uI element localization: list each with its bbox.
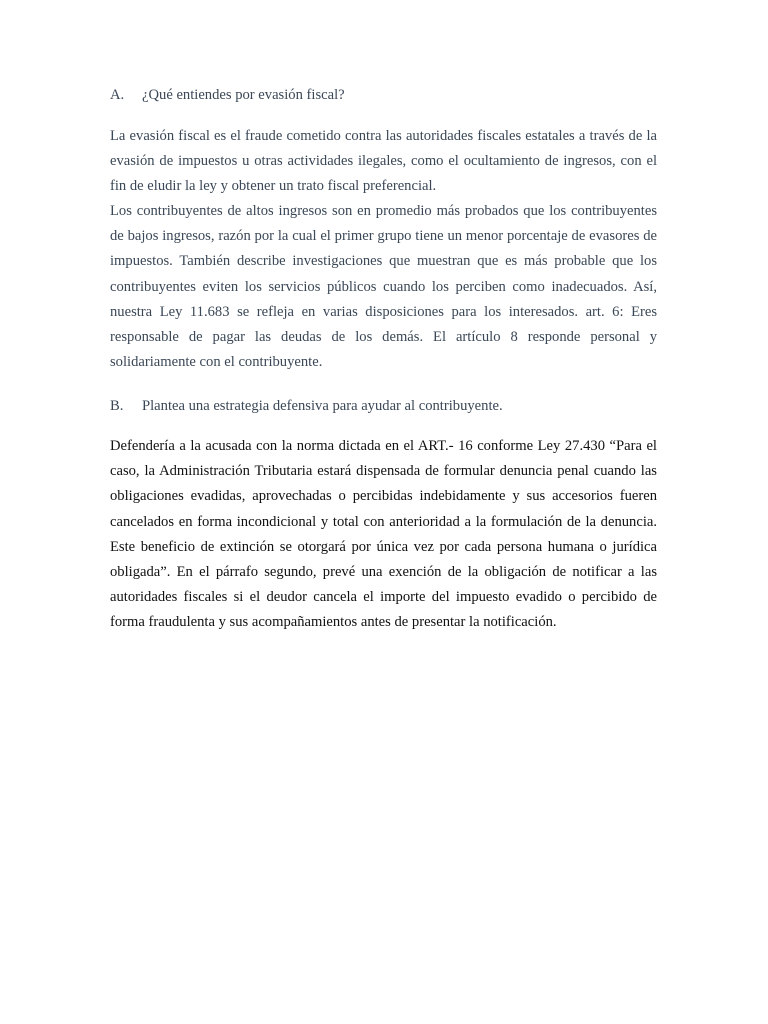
- question-b-letter: B.: [110, 398, 124, 414]
- answer-a-paragraph-2: Los contribuyentes de altos ingresos son en promedio más probados que los contribuyentes de bajos ingresos, razón por la cual el primer grupo tiene un menor porcentaje de evasores de impuestos. También describe investigaciones que muestran que es más probable que los contribuyentes eviten los servicios públicos cuando los perciben como inadecuados. Así, nuestra Ley 11.683 se refleja en varias disposiciones para los interesados. art. 6: Eres responsable de pagar las deudas de los demás. El artículo 8 responde personal y solidariamente con el contribuyente.: [110, 203, 657, 371]
- question-a-heading: [110, 85, 657, 105]
- question-b-text: Plantea una estrategia defensiva para ayudar al contribuyente.: [142, 398, 503, 414]
- question-a-text: ¿Qué entiendes por evasión fiscal?: [142, 87, 345, 103]
- question-b-heading: [110, 396, 657, 416]
- answer-a-paragraph-1: La evasión fiscal es el fraude cometido contra las autoridades fiscales estatales a través de la evasión de impuestos u otras actividades ilegales, como el ocultamiento de ingresos, con el fin de eludir la ley y obtener un trato fiscal preferencial.: [110, 128, 657, 195]
- question-a-letter: A.: [110, 87, 125, 103]
- answer-b-paragraph: Defendería a la acusada con la norma dictada en el ART.- 16 conforme Ley 27.430 “Para el caso, la Administración Tributaria estará dispensada de formular denuncia penal cuando las obligaciones evadidas, aprovechadas o percibidas indebidamente y sus accesorios fueren cancelados en forma incondicional y total con anterioridad a la formulación de la denuncia. Este beneficio de extinción se otorgará por única vez por cada persona humana o jurídica obligada”. En el párrafo segundo, prevé una exención de la obligación de notificar a las autoridades fiscales si el deudor cancela el importe del impuesto evadido o percibido de forma fraudulenta y sus acompañamientos antes de presentar la notificación.: [110, 438, 657, 631]
